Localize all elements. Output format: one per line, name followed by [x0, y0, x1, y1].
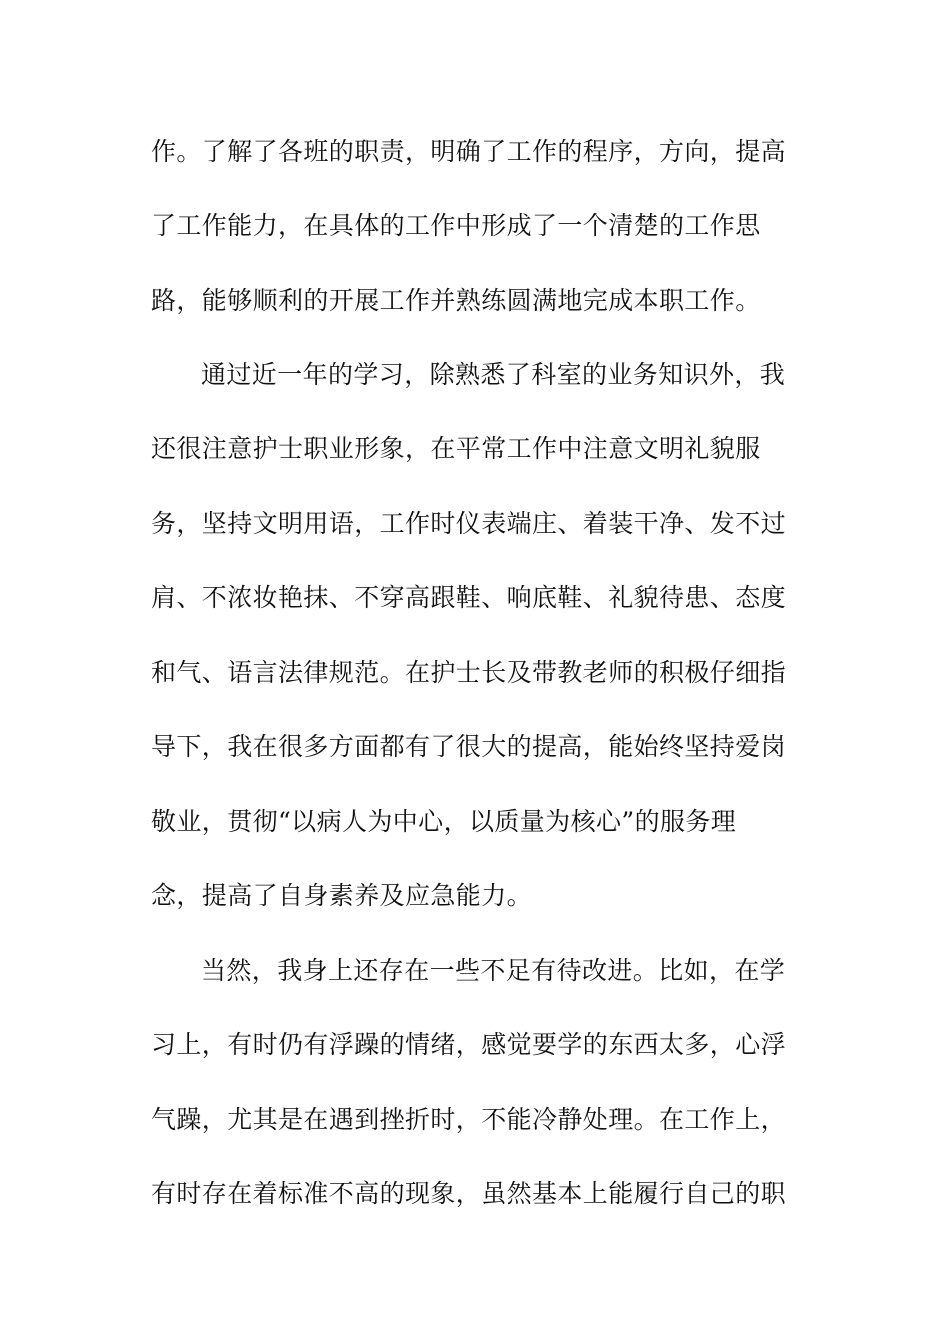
paragraph-start-line: 通过近一年的学习，除熟悉了科室的业务知识外，我 — [201, 360, 786, 389]
text-line: 作。了解了各班的职责，明确了工作的程序，方向，提高 — [151, 137, 787, 166]
text-line: 有时存在着标准不高的现象，虽然基本上能履行自己的职 — [151, 1179, 787, 1208]
text-line: 了工作能力，在具体的工作中形成了一个清楚的工作思 — [151, 211, 761, 240]
text-line: 导下，我在很多方面都有了很大的提高，能始终坚持爱岗 — [151, 732, 787, 761]
text-line: 肩、不浓妆艳抹、不穿高跟鞋、响底鞋、礼貌待患、态度 — [151, 583, 787, 612]
text-line: 务，坚持文明用语，工作时仪表端庄、着装干净、发不过 — [151, 509, 787, 538]
text-line: 习上，有时仍有浮躁的情绪，感觉要学的东西太多，心浮 — [151, 1030, 787, 1059]
text-line: 敬业，贯彻“以病人为中心，以质量为核心”的服务理 — [151, 807, 737, 836]
text-line: 念，提高了自身素养及应急能力。 — [151, 881, 533, 910]
text-line: 气躁，尤其是在遇到挫折时，不能冷静处理。在工作上， — [151, 1105, 787, 1134]
text-line: 路，能够顺利的开展工作并熟练圆满地完成本职工作。 — [151, 286, 761, 315]
text-line: 还很注意护士职业形象，在平常工作中注意文明礼貌服 — [151, 434, 761, 463]
text-line: 和气、语言法律规范。在护士长及带教老师的积极仔细指 — [151, 658, 787, 687]
paragraph-start-line: 当然，我身上还存在一些不足有待改进。比如，在学 — [201, 956, 786, 985]
